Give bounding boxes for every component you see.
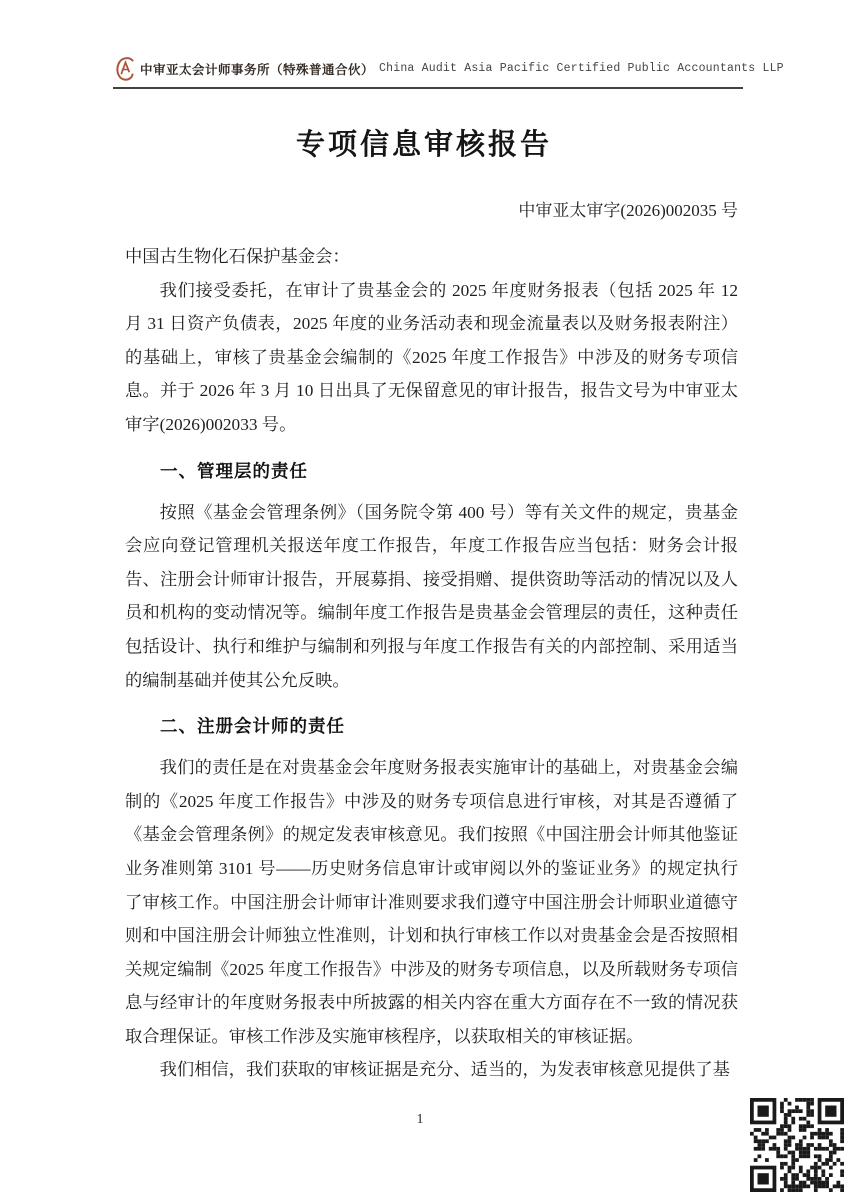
firm-name-chinese: 中审亚太会计师事务所（特殊普通合伙）: [140, 62, 375, 77]
verification-qr-code-icon: [750, 1098, 844, 1192]
section-heading-management-responsibility: 一、管理层的责任: [160, 460, 308, 481]
addressee-line: 中国古生物化石保护基金会：: [125, 247, 350, 266]
cpa-responsibility-paragraph: 我们的责任是在对贵基金会年度财务报表实施审计的基础上，对贵基金会编制的《2025 年度工作报告》中涉及的财务专项信息进行审核，对其是否遵循了《基金会管理条例》的规定发表审核意见。我们按照《中国注册会计师其他鉴证业务准则第 3101 号——历史财务信息审计或审阅以外的鉴证业务》的规定执行了审核工作。中国注册会计师审计准则要求我们遵守中国注册会计师职业道德守则和中国注册会计师独立性准则，计划和执行审核工作以对贵基金会是否按照相关规定编制《2025 年度工作报告》中涉及的财务专项信息，以及所载财务专项信息与经审计的年度财务报表中所披露的相关内容在重大方面存在不一致的情况获取合理保证。审核工作涉及实施审核程序，以获取相关的审核证据。: [125, 758, 738, 1046]
management-responsibility-paragraph: 按照《基金会管理条例》（国务院令第 400 号）等有关文件的规定，贵基金会应向登记管理机关报送年度工作报告，年度工作报告应当包括：财务会计报告、注册会计师审计报告，开展募捐、接受捐赠、提供资助等活动的情况以及人员和机构的变动情况等。编制年度工作报告是贵基金会管理层的责任，这种责任包括设计、执行和维护与编制和列报与年度工作报告有关的内部控制、采用适当的编制基础并使其公允反映。: [125, 502, 738, 690]
firm-logo-icon: [113, 55, 135, 82]
letterhead: [113, 55, 784, 89]
document-body: [125, 240, 738, 1087]
reference-number: 中审亚太审字(2026)002035 号: [518, 201, 738, 220]
qr-pattern: [750, 1098, 844, 1192]
page-number: 1: [416, 1112, 424, 1127]
closing-paragraph: 我们相信，我们获取的审核证据是充分、适当的，为发表审核意见提供了基: [159, 1060, 730, 1080]
report-title: 专项信息审核报告: [295, 129, 552, 161]
section-heading-cpa-responsibility: 二、注册会计师的责任: [160, 716, 345, 737]
intro-paragraph: 我们接受委托，在审计了贵基金会的 2025 年度财务报表（包括 2025 年 12 月 31 日资产负债表，2025 年度的业务活动表和现金流量表以及财务报表附注）的基础上，审核了贵基金会编制的《2025 年度工作报告》中涉及的财务专项信息。并于 2026 年 3 月 10 日出具了无保留意见的审计报告，报告文号为中审亚太审字(2026)002033 号。: [125, 280, 738, 434]
firm-name-english: China Audit Asia Pacific Certified Public Accountants LLP: [379, 62, 784, 75]
